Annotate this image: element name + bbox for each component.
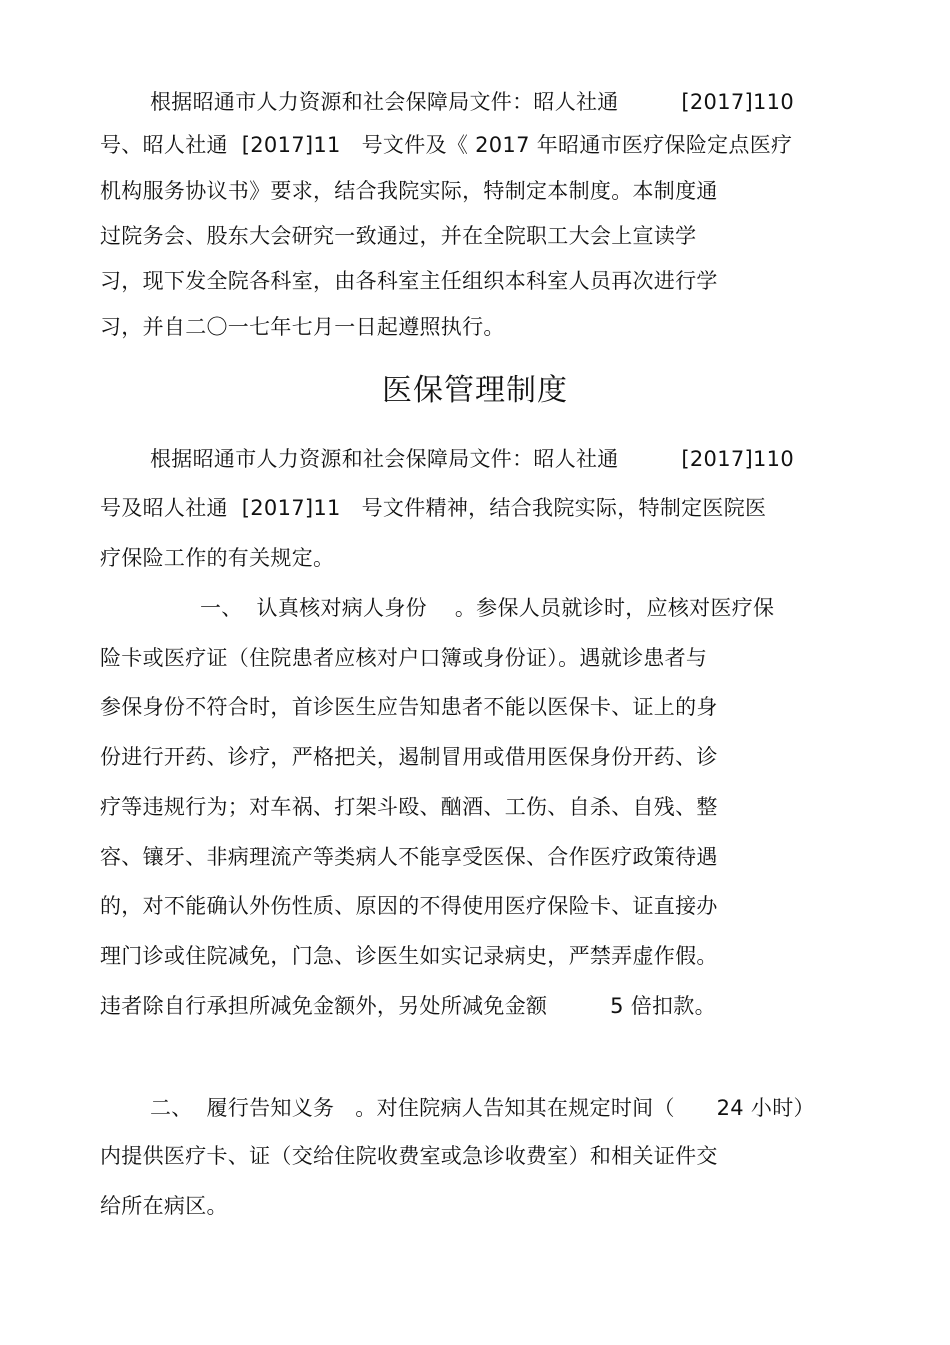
section-1-line: 的，对不能确认外伤性质、原因的不得使用医疗保险卡、证直接办 [100, 894, 718, 918]
preamble-line: 习，并自二〇一七年七月一日起遵照执行。 [100, 315, 505, 339]
section-1-line: 份进行开药、诊疗，严格把关，遏制冒用或借用医保身份开药、诊 [100, 745, 718, 769]
section-1-line: 容、镶牙、非病理流产等类病人不能享受医保、合作医疗政策待遇 [100, 845, 718, 869]
section-1-line: 参保身份不符合时，首诊医生应告知患者不能以医保卡、证上的身 [100, 695, 718, 719]
preamble-line: 习，现下发全院各科室，由各科室主任组织本科室人员再次进行学 [100, 269, 718, 293]
section-2-line: 内提供医疗卡、证（交给住院收费室或急诊收费室）和相关证件交 [100, 1144, 718, 1168]
preamble-line: 号、昭人社通 [2017]11 号文件及《 2017 年昭通市医疗保险定点医疗 [100, 133, 793, 157]
section-2-line: 给所在病区。 [100, 1194, 228, 1218]
preamble-line: 根据昭通市人力资源和社会保障局文件：昭人社通 [2017]110 [150, 90, 794, 114]
intro-line: 根据昭通市人力资源和社会保障局文件：昭人社通 [2017]110 [150, 447, 794, 471]
section-1-line: 疗等违规行为；对车祸、打架斗殴、酗酒、工伤、自杀、自残、整 [100, 795, 718, 819]
section-1-line: 险卡或医疗证（住院患者应核对户口簿或身份证）。遇就诊患者与 [100, 646, 708, 670]
page-title: 医保管理制度 [382, 373, 568, 408]
intro-line: 疗保险工作的有关规定。 [100, 546, 335, 570]
section-1-line: 一、 认真核对病人身份 。参保人员就诊时，应核对医疗保 [200, 596, 775, 620]
section-1-line: 违者除自行承担所减免金额外，另处所减免金额 5 倍扣款。 [100, 994, 716, 1018]
section-2-line: 二、 履行告知义务 。对住院病人告知其在规定时间（ 24 小时） [150, 1096, 815, 1120]
preamble-line: 机构服务协议书》要求，结合我院实际，特制定本制度。本制度通 [100, 179, 718, 203]
intro-line: 号及昭人社通 [2017]11 号文件精神，结合我院实际，特制定医院医 [100, 496, 767, 520]
section-1-line: 理门诊或住院减免，门急、诊医生如实记录病史，严禁弄虚作假。 [100, 944, 718, 968]
preamble-line: 过院务会、股东大会研究一致通过，并在全院职工大会上宣读学 [100, 224, 697, 248]
